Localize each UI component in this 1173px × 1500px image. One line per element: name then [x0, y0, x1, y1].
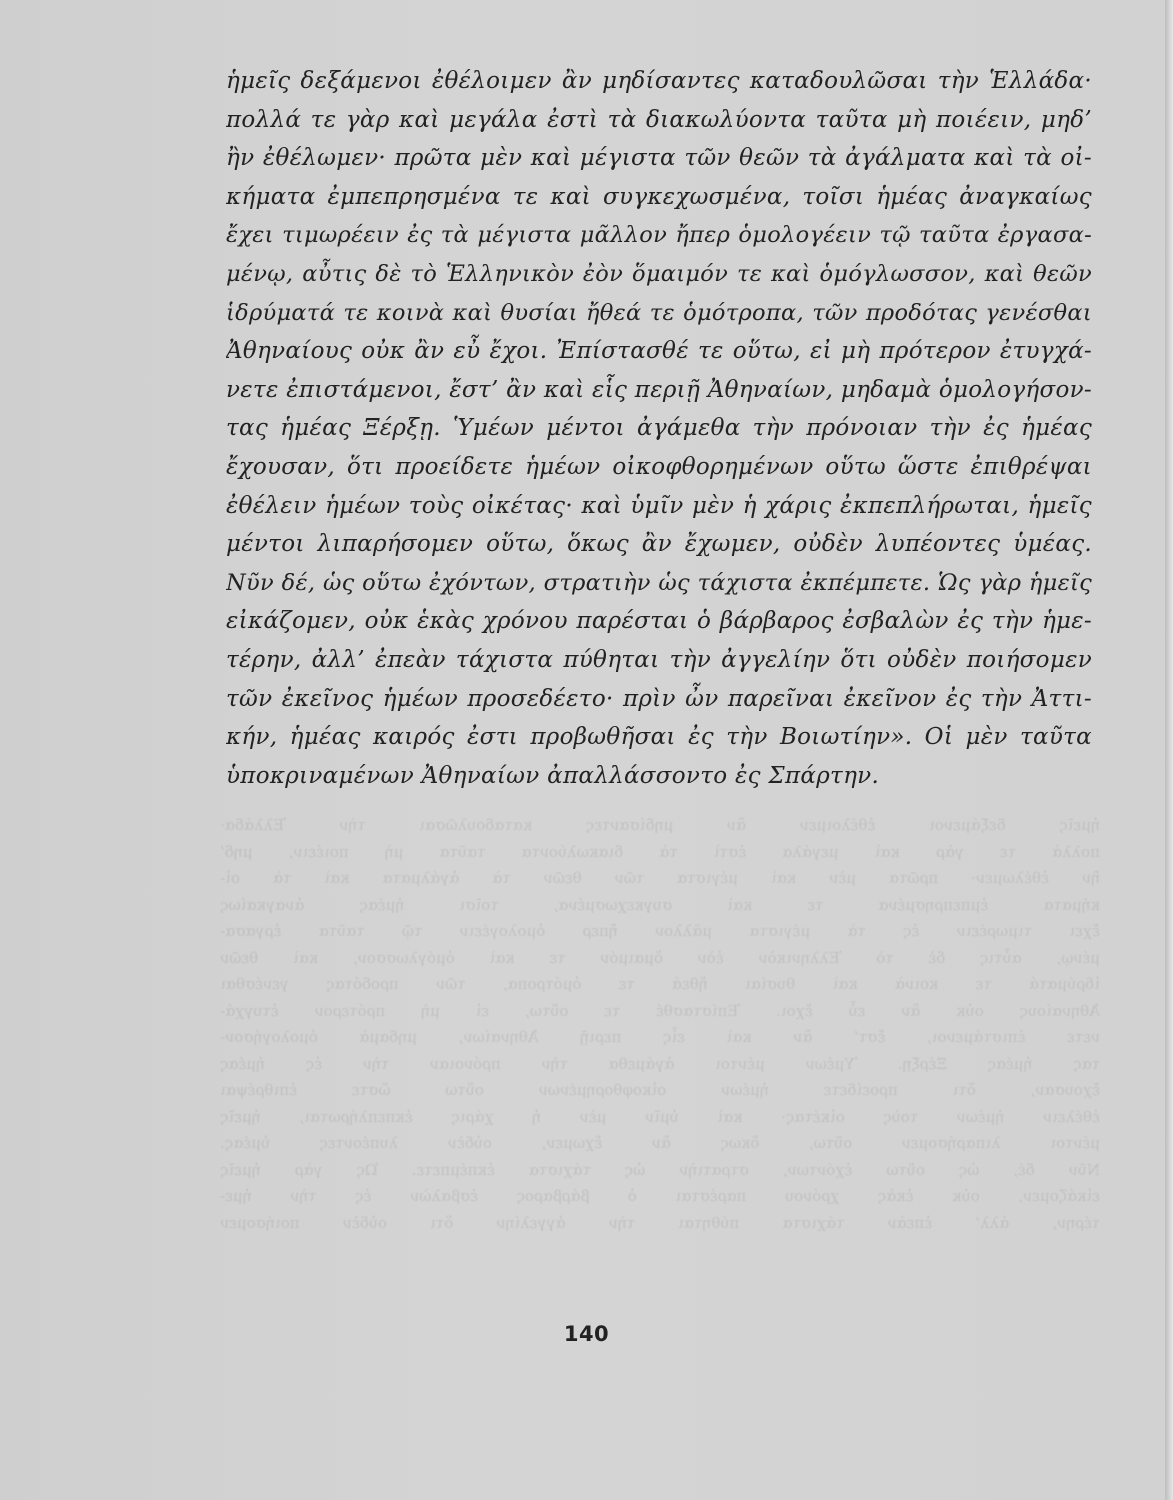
show-through-line: κήματα ἐμπεπρησμένα τε καὶ συγκεχωσμένα, τοῖσι ἡμέας ἀναγκαίως [220, 895, 1100, 914]
show-through-line: ἔχει τιμωρέειν ἐς τὰ μέγιστα μᾶλλον ἤπερ ὁμολογέειν τῷ ταῦτα ἐργασα- [220, 922, 1100, 940]
text-line: κήν, ἡμέας καιρός ἐστι προβωθῆσαι ἐς τὴν Βοιωτίην». Οἱ μὲν ταῦτα [226, 724, 1092, 751]
show-through-line: μέντοι λιπαρήσομεν οὕτω, ὅκως ἂν ἔχωμεν, οὐδὲν λυπέοντες ὑμέας. [220, 1134, 1100, 1152]
text-line: ἐθέλειν ἡμέων τοὺς οἰκέτας· καὶ ὑμῖν μὲν ἡ χάρις ἐκπεπλήρωται, ἡμεῖς [226, 492, 1092, 519]
text-line: ἡμεῖς δεξάμενοι ἐθέλοιμεν ἂν μηδίσαντες καταδουλῶσαι τὴν Ἑλλάδα· [226, 68, 1092, 94]
show-through-line: ἔχουσαν, ὅτι προείδετε ἡμέων οἰκοφθορημένων οὕτω ὥστε ἐπιθρέψαι [220, 1081, 1100, 1099]
show-through-line: ἐθέλειν ἡμέων τοὺς οἰκέτας· καὶ ὑμῖν μὲν ἡ χάρις ἐκπεπλήρωται, ἡμεῖς [220, 1107, 1100, 1126]
show-through-line: νετε ἐπιστάμενοι, ἔστ’ ἂν καὶ εἷς περιῇ Ἀθηναίων, μηδαμὰ ὁμολογήσον- [220, 1028, 1100, 1046]
show-through-line: εἰκάζομεν, οὐκ ἑκὰς χρόνου παρέσται ὁ βάρβαρος ἐσβαλὼν ἐς τὴν ἡμε- [220, 1187, 1100, 1205]
show-through-line: Νῦν δέ, ὡς οὕτω ἐχόντων, στρατιὴν ὡς τάχιστα ἐκπέμπετε. Ὡς γὰρ ἡμεῖς [220, 1160, 1100, 1179]
text-line-last: ὑποκριναμένων Ἀθηναίων ἀπαλλάσσοντο ἐς Σπάρτην. [226, 762, 880, 789]
text-line: τῶν ἐκεῖνος ἡμέων προσεδέετο· πρὶν ὦν παρεῖναι ἐκεῖνον ἐς τὴν Ἀττι- [226, 685, 1092, 712]
page-number: 140 [563, 1322, 610, 1346]
text-line: ἢν ἐθέλωμεν· πρῶτα μὲν καὶ μέγιστα τῶν θεῶν τὰ ἀγάλματα καὶ τὰ οἰ- [226, 145, 1092, 172]
text-line: ἱδρύματά τε κοινὰ καὶ θυσίαι ἤθεά τε ὁμότροπα, τῶν προδότας γενέσθαι [226, 299, 1092, 326]
text-line: μέντοι λιπαρήσομεν οὕτω, ὅκως ἂν ἔχωμεν, οὐδὲν λυπέοντες ὑμέας. [226, 531, 1092, 558]
text-line: τέρην, ἀλλ’ ἐπεὰν τάχιστα πύθηται τὴν ἀγγελίην ὅτι οὐδὲν ποιήσομεν [226, 646, 1092, 673]
text-line: εἰκάζομεν, οὐκ ἑκὰς χρόνου παρέσται ὁ βάρβαρος ἐσβαλὼν ἐς τὴν ἡμε- [226, 608, 1092, 635]
show-through-line: πολλά τε γὰρ καὶ μεγάλα ἐστὶ τὰ διακωλύοντα ταῦτα μὴ ποιέειν, μηδ’ [220, 842, 1100, 861]
text-line: πολλά τε γὰρ καὶ μεγάλα ἐστὶ τὰ διακωλύοντα ταῦτα μὴ ποιέειν, μηδ’ [226, 106, 1092, 133]
text-line: μένῳ, αὖτις δὲ τὸ Ἑλληνικὸν ἐὸν ὅμαιμόν τε καὶ ὁμόγλωσσον, καὶ θεῶν [226, 260, 1092, 287]
show-through-line: Ἀθηναίους οὐκ ἂν εὖ ἔχοι. Ἐπίστασθέ τε οὕτω, εἰ μὴ πρότερον ἐτυγχά- [220, 1001, 1100, 1020]
text-line: ἔχει τιμωρέειν ἐς τὰ μέγιστα μᾶλλον ἤπερ ὁμολογέειν τῷ ταῦτα ἐργασα- [226, 222, 1092, 249]
show-through-line: τας ἡμέας Ξέρξῃ. Ὑμέων μέντοι ἀγάμεθα τὴν πρόνοιαν τὴν ἐς ἡμέας [220, 1054, 1100, 1073]
show-through-text [220, 812, 1100, 1242]
show-through-line: μένῳ, αὖτις δὲ τὸ Ἑλληνικὸν ἐὸν ὅμαιμόν τε καὶ ὁμόγλωσσον, καὶ θεῶν [220, 948, 1100, 967]
text-line: νετε ἐπιστάμενοι, ἔστ’ ἂν καὶ εἷς περιῇ Ἀθηναίων, μηδαμὰ ὁμολογήσον- [226, 376, 1092, 403]
show-through-line: ἱδρύματά τε κοινὰ καὶ θυσίαι ἤθεά τε ὁμότροπα, τῶν προδότας γενέσθαι [220, 975, 1100, 993]
show-through-line: ἢν ἐθέλωμεν· πρῶτα μὲν καὶ μέγιστα τῶν θεῶν τὰ ἀγάλματα καὶ τὰ οἰ- [220, 869, 1100, 887]
show-through-line: ἡμεῖς δεξάμενοι ἐθέλοιμεν ἂν μηδίσαντες καταδουλῶσαι τὴν Ἑλλάδα· [220, 816, 1100, 834]
text-line: τας ἡμέας Ξέρξῃ. Ὑμέων μέντοι ἀγάμεθα τὴν πρόνοιαν τὴν ἐς ἡμέας [226, 415, 1092, 442]
page-edge [1165, 0, 1173, 1500]
show-through-line: τέρην, ἀλλ’ ἐπεὰν τάχιστα πύθηται τὴν ἀγγελίην ὅτι οὐδὲν ποιήσομεν [220, 1213, 1100, 1232]
text-line: Νῦν δέ, ὡς οὕτω ἐχόντων, στρατιὴν ὡς τάχιστα ἐκπέμπετε. Ὡς γὰρ ἡμεῖς [226, 569, 1092, 596]
text-line: Ἀθηναίους οὐκ ἂν εὖ ἔχοι. Ἐπίστασθέ τε οὕτω, εἰ μὴ πρότερον ἐτυγχά- [226, 338, 1092, 365]
text-line: κήματα ἐμπεπρησμένα τε καὶ συγκεχωσμένα, τοῖσι ἡμέας ἀναγκαίως [226, 183, 1092, 210]
main-text [226, 62, 1092, 795]
text-line: ἔχουσαν, ὅτι προείδετε ἡμέων οἰκοφθορημένων οὕτω ὥστε ἐπιθρέψαι [226, 453, 1092, 480]
